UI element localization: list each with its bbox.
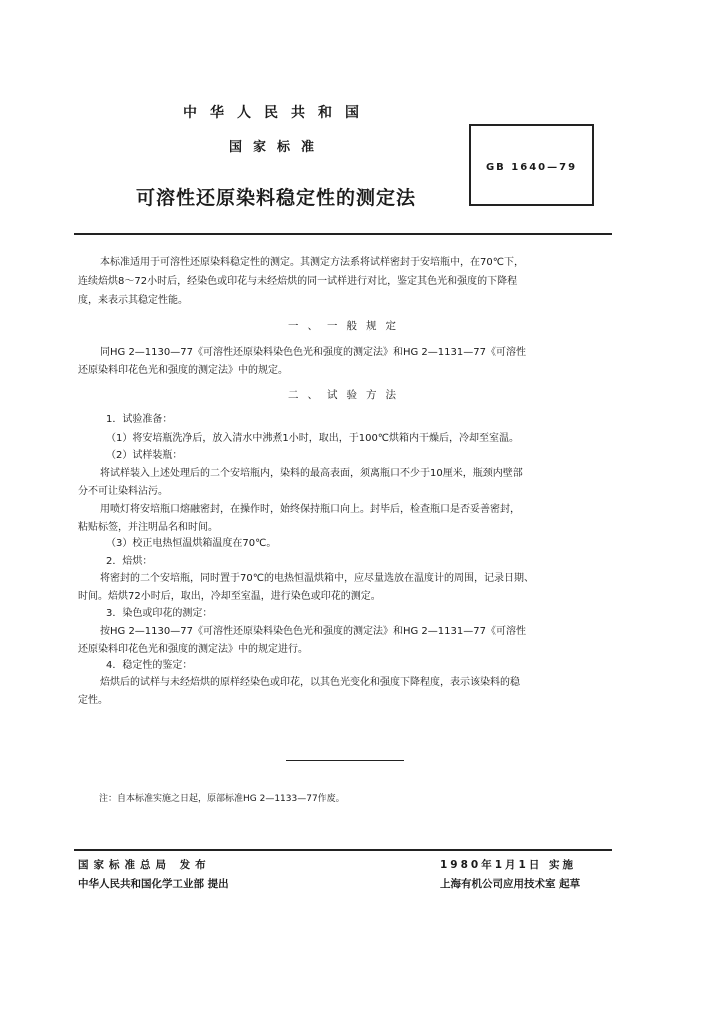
issuer: 国家标准总局 发布 (78, 859, 211, 871)
section-line: （2）试样装瓶： (106, 450, 183, 461)
standard-code-box (469, 124, 594, 206)
country-name: 中华人民共和国 (183, 105, 372, 121)
proposer: 中华人民共和国化学工业部 提出 (78, 878, 229, 890)
section-line: 按HG 2—1130—77《可溶性还原染料染色色光和强度的测定法》和HG 2—1131—77《可溶性 (100, 626, 526, 637)
section-line: （3）校正电热恒温烘箱温度在70℃。 (106, 538, 277, 549)
standard-code: GB 1640—79 (485, 162, 578, 173)
drafter: 上海有机公司应用技术室 起草 (440, 878, 581, 890)
section-line: 4．稳定性的鉴定： (106, 660, 193, 671)
section-line: 将试样装入上述处理后的二个安培瓶内，染料的最高表面，须离瓶口不少于10厘米，瓶颈内壁部 (100, 468, 523, 479)
intro-line: 连续焙烘8～72小时后，经染色或印花与未经焙烘的同一试样进行对比，鉴定其色光和强度的下降程 (78, 276, 518, 287)
footer-divider (74, 849, 612, 851)
end-divider (286, 760, 404, 761)
section-line: 3．染色或印花的测定： (106, 608, 213, 619)
section-line: 还原染料印花色光和强度的测定法》中的规定进行。 (78, 644, 308, 655)
section-line: 分不可让染料沾污。 (78, 486, 168, 497)
page-title: 可溶性还原染料稳定性的测定法 (136, 187, 417, 209)
section-heading: 一、一般规定 (288, 320, 405, 332)
section-line: 同HG 2—1130—77《可溶性还原染料染色色光和强度的测定法》和HG 2—1131—77《可溶性 (100, 347, 526, 358)
section-line: 焙烘后的试样与未经焙烘的原样经染色或印花，以其色光变化和强度下降程度，表示该染料的稳 (100, 677, 520, 688)
effective-date: 1980年1月1日 实施 (440, 859, 576, 871)
footnote: 注：自本标准实施之日起，原部标准HG 2—1133—77作废。 (99, 794, 345, 804)
section-line: 还原染料印花色光和强度的测定法》中的规定。 (78, 365, 288, 376)
section-heading: 二、试验方法 (288, 389, 405, 401)
section-line: 2．焙烘： (106, 556, 153, 567)
intro-line: 本标准适用于可溶性还原染料稳定性的测定。其测定方法系将试样密封于安培瓶中，在70℃下， (100, 257, 524, 268)
section-line: 1．试验准备： (106, 414, 173, 425)
section-line: 定性。 (78, 695, 108, 706)
standard-category: 国家标准 (229, 140, 326, 155)
section-line: 用喷灯将安培瓶口熔融密封，在操作时，始终保持瓶口向上。封毕后，检查瓶口是否妥善密封， (100, 504, 520, 515)
section-line: 将密封的二个安培瓶，同时置于70℃的电热恒温烘箱中，应尽量选放在温度计的周围，记录日期、 (100, 573, 534, 584)
section-line: 时间。焙烘72小时后，取出，冷却至室温，进行染色或印花的测定。 (78, 591, 381, 602)
header-divider (74, 233, 612, 235)
section-line: （1）将安培瓶洗净后，放入清水中沸煮1小时，取出，于100℃烘箱内干燥后，冷却至室温。 (106, 433, 520, 444)
section-line: 粘贴标签，并注明品名和时间。 (78, 522, 218, 533)
intro-line: 度，来表示其稳定性能。 (78, 295, 188, 306)
